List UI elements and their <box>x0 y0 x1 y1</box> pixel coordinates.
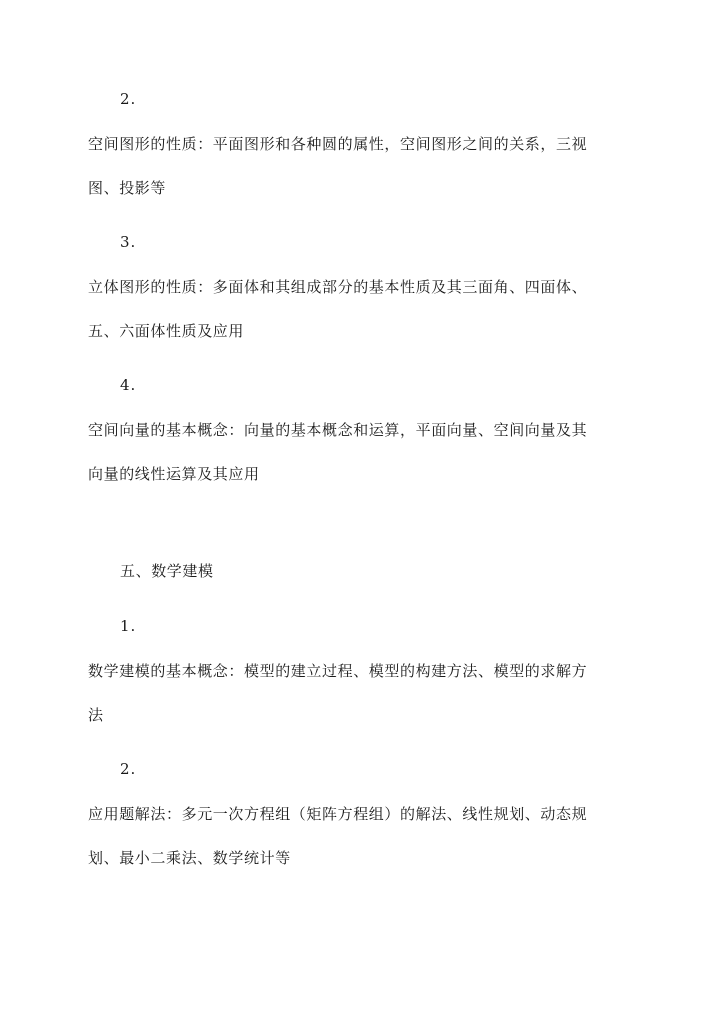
section-heading-5: 五、数学建模 <box>120 562 214 580</box>
item-number-s4-3: 3. <box>120 233 137 251</box>
item-text-s4-4-line2: 向量的线性运算及其应用 <box>88 465 260 483</box>
item-text-s4-3-line2: 五、六面体性质及应用 <box>88 322 245 340</box>
item-number-s4-4: 4. <box>120 376 137 394</box>
item-text-s5-2-line2: 划、最小二乘法、数学统计等 <box>88 849 291 867</box>
item-text-s4-2-line1: 空间图形的性质：平面图形和各种圆的属性，空间图形之间的关系，三视 <box>88 135 588 153</box>
item-text-s5-2-line1: 应用题解法：多元一次方程组（矩阵方程组）的解法、线性规划、动态规 <box>88 805 588 823</box>
item-text-s4-4-line1: 空间向量的基本概念：向量的基本概念和运算，平面向量、空间向量及其 <box>88 421 588 439</box>
item-number-s5-1: 1. <box>120 617 137 635</box>
item-number-s4-2: 2. <box>120 90 137 108</box>
item-text-s4-2-line2: 图、投影等 <box>88 179 167 197</box>
item-text-s4-3-line1: 立体图形的性质：多面体和其组成部分的基本性质及其三面角、四面体、 <box>88 278 588 296</box>
item-text-s5-1-line1: 数学建模的基本概念：模型的建立过程、模型的构建方法、模型的求解方 <box>88 662 588 680</box>
item-text-s5-1-line2: 法 <box>88 706 104 724</box>
item-number-s5-2: 2. <box>120 760 137 778</box>
